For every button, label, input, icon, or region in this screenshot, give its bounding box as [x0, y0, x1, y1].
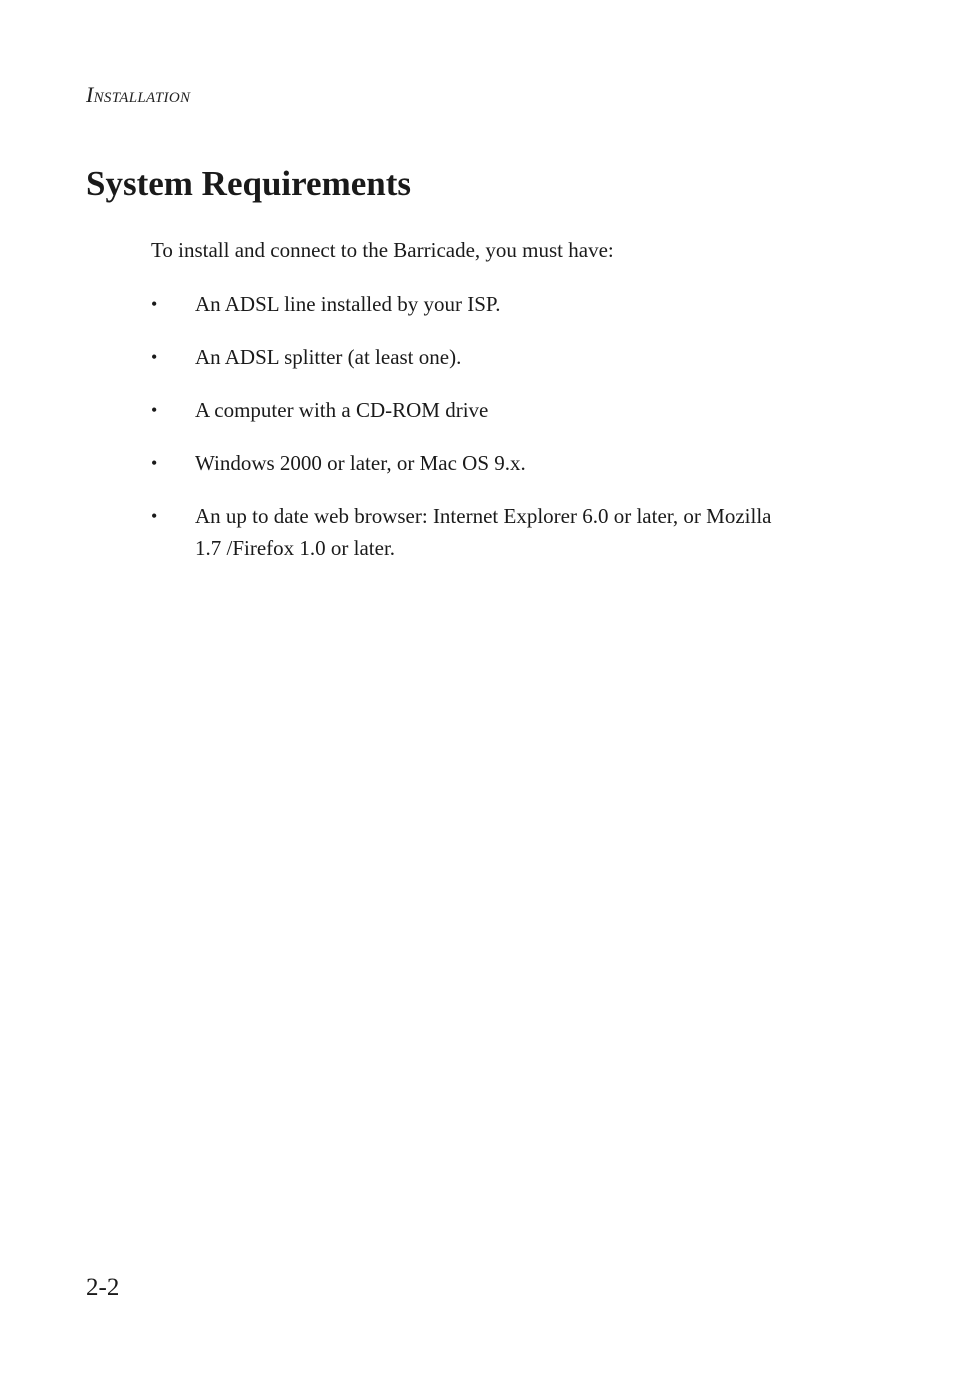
list-item [151, 447, 791, 479]
bullet-icon: • [151, 294, 158, 314]
list-item [151, 500, 791, 564]
list-item-text: A computer with a CD-ROM drive [195, 398, 489, 422]
list-item-text: An ADSL splitter (at least one). [195, 345, 462, 369]
page-number: 2-2 [86, 1274, 120, 1301]
list-item [151, 341, 791, 373]
list-item-text: An ADSL line installed by your ISP. [195, 292, 501, 316]
intro-paragraph: To install and connect to the Barricade, you must have: [151, 238, 614, 262]
bullet-icon: • [151, 453, 158, 473]
requirements-list [151, 288, 791, 585]
running-header: Installation [86, 82, 191, 107]
list-item-text: An up to date web browser: Internet Explorer 6.0 or later, or Mozilla 1.7 /Firefox 1.0 or later. [195, 504, 772, 560]
list-item [151, 394, 791, 426]
list-item [151, 288, 791, 320]
bullet-icon: • [151, 506, 158, 526]
page-title: System Requirements [86, 164, 412, 203]
list-item-text: Windows 2000 or later, or Mac OS 9.x. [195, 451, 526, 475]
bullet-icon: • [151, 347, 158, 367]
bullet-icon: • [151, 400, 158, 420]
